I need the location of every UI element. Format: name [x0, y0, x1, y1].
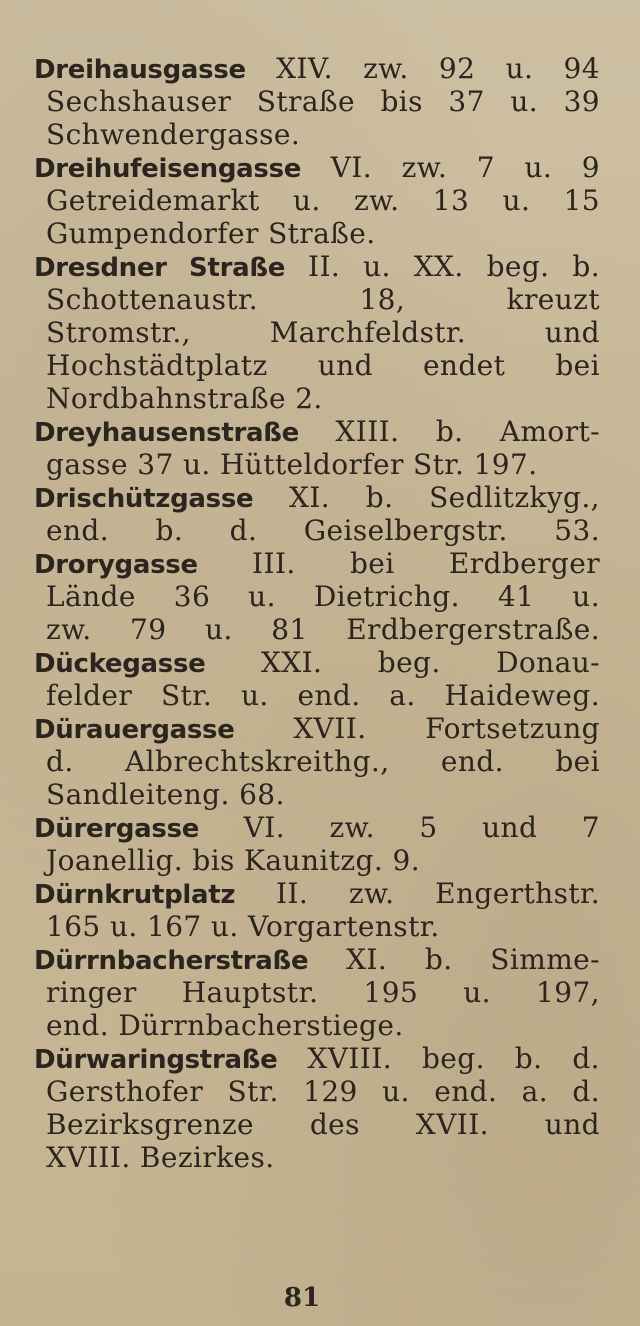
entry-name: Dürauergasse	[34, 715, 235, 745]
entry-line: Getreidemarkt u. zw. 13 u. 15	[46, 184, 600, 217]
entry-line: 165 u. 167 u. Vorgartenstr.	[46, 910, 440, 943]
entry-name: Dreihausgasse	[34, 55, 246, 85]
entry-text: XVIII. beg. b. d.	[307, 1042, 600, 1075]
entry-name: Dresdner Straße	[34, 253, 286, 283]
entry-line: Schottenaustr. 18, kreuzt	[46, 283, 600, 316]
entry-duerwaringstrasse	[34, 1042, 600, 1174]
entry-line: XVIII. Bezirkes.	[46, 1141, 275, 1174]
entry-name: Dückegasse	[34, 649, 206, 679]
entry-dueckegasse	[34, 646, 600, 712]
entry-text: VI. zw. 7 u. 9	[330, 151, 600, 184]
entry-text: VI. zw. 5 und 7	[243, 811, 600, 844]
entry-dreihausgasse	[34, 52, 600, 151]
entry-drischuetzgasse	[34, 481, 600, 547]
entry-first-line	[34, 1042, 600, 1075]
directory-text	[34, 52, 600, 1174]
entry-line: gasse 37 u. Hütteldorfer Str. 197.	[46, 448, 538, 481]
entry-duerauergasse	[34, 712, 600, 811]
entry-line: Gersthofer Str. 129 u. end. a. d.	[46, 1075, 600, 1108]
entry-first-line	[34, 646, 600, 679]
entry-first-line	[34, 151, 600, 184]
entry-line: Sechshauser Straße bis 37 u. 39	[46, 85, 600, 118]
entry-dreihufeisengasse	[34, 151, 600, 250]
entry-dresdner-strasse	[34, 250, 600, 415]
entry-name: Dürrnbacherstraße	[34, 946, 309, 976]
page-number: 81	[283, 1283, 321, 1313]
entry-text: III. bei Erdberger	[252, 547, 600, 580]
entry-line: Joanellig. bis Kaunitzg. 9.	[46, 844, 420, 877]
entry-first-line	[34, 250, 600, 283]
entry-line: Nordbahnstraße 2.	[46, 382, 323, 415]
entry-text: XIV. zw. 92 u. 94	[276, 52, 600, 85]
entry-line: Bezirksgrenze des XVII. und	[46, 1108, 600, 1141]
entry-duerergasse	[34, 811, 600, 877]
entry-text: XI. b. Sedlitzkyg.,	[289, 481, 600, 514]
entry-text: II. u. XX. beg. b.	[307, 250, 600, 283]
entry-line: end. b. d. Geiselbergstr. 53.	[46, 514, 600, 547]
entry-text: XXI. beg. Donau-	[260, 646, 600, 679]
entry-text: II. zw. Engerthstr.	[275, 877, 600, 910]
entry-duernkrutplatz	[34, 877, 600, 943]
entry-line: zw. 79 u. 81 Erdbergerstraße.	[46, 613, 600, 646]
entry-line: Hochstädtplatz und endet bei	[46, 349, 600, 382]
entry-first-line	[34, 712, 600, 745]
entry-line: d. Albrechtskreithg., end. bei	[46, 745, 600, 778]
entry-line: Gumpendorfer Straße.	[46, 217, 376, 250]
entry-line: Sandleiteng. 68.	[46, 778, 285, 811]
entry-first-line	[34, 481, 600, 514]
entry-first-line	[34, 877, 600, 910]
entry-first-line	[34, 943, 600, 976]
entry-text: XVII. Fortsetzung	[293, 712, 600, 745]
entry-name: Drorygasse	[34, 550, 198, 580]
entry-first-line	[34, 52, 600, 85]
entry-name: Drischützgasse	[34, 484, 254, 514]
entry-first-line	[34, 415, 600, 448]
entry-name: Dreihufeisengasse	[34, 154, 302, 184]
entry-line: Lände 36 u. Dietrichg. 41 u.	[46, 580, 600, 613]
entry-first-line	[34, 811, 600, 844]
entry-line: Schwendergasse.	[46, 118, 301, 151]
entry-line: Stromstr., Marchfeldstr. und	[46, 316, 600, 349]
entry-text: XI. b. Simme-	[346, 943, 600, 976]
entry-name: Dürwaringstraße	[34, 1045, 278, 1075]
entry-line: ringer Hauptstr. 195 u. 197,	[46, 976, 600, 1009]
entry-text: XIII. b. Amort-	[335, 415, 600, 448]
entry-line: end. Dürrnbacherstiege.	[46, 1009, 404, 1042]
entry-dreyhausenstrasse	[34, 415, 600, 481]
entry-duerrnbacherstrasse	[34, 943, 600, 1042]
entry-name: Dreyhausenstraße	[34, 418, 299, 448]
entry-drorygasse	[34, 547, 600, 646]
entry-first-line	[34, 547, 600, 580]
entry-line: felder Str. u. end. a. Haideweg.	[46, 679, 600, 712]
entry-name: Dürergasse	[34, 814, 200, 844]
entry-name: Dürnkrutplatz	[34, 880, 236, 910]
